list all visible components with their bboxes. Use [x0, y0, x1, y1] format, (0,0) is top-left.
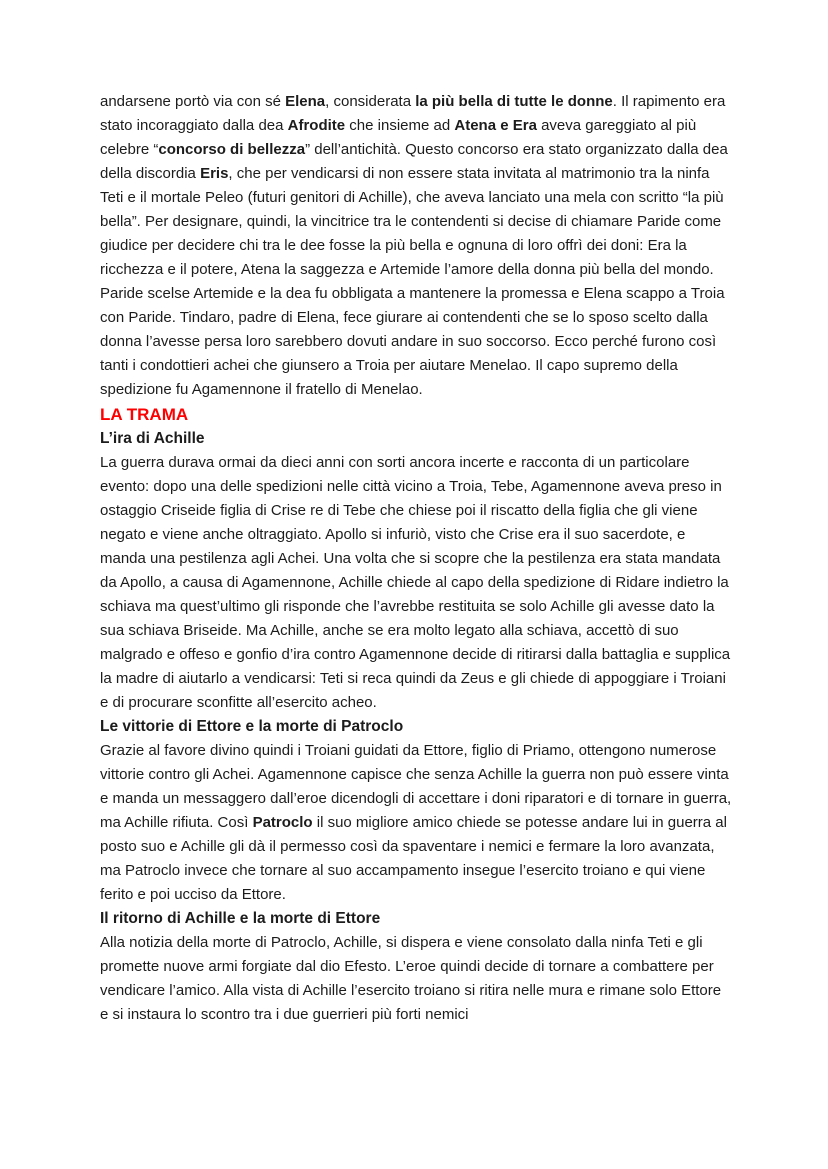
heading-la-trama	[100, 402, 732, 427]
text-run: , che per vendicarsi di non essere stata invitata al matrimonio tra la ninfa Teti e il mortale Peleo (futuri genitori di Achille), che aveva lanciato una mela con scritto “la più bella”. Per designare, quindi, la vincitrice tra le contendenti si decise di chiamare Paride come giudice per decidere chi tra le dee fosse la più bella e ognuna di loro offrì dei doni: Era la ricchezza e il potere, Atena la saggezza e Artemide l’amore della donna più bella del mondo. Paride scelse Artemide e la dea fu obbligata a mantenere la promessa e Elena scappo a Troia con Paride. Tindaro, padre di Elena, fece giurare ai contendenti che se lo sposo scelto dalla donna l’avesse persa loro sarebbero dovuti andare in suo soccorso. Ecco perché furono così tanti i condottieri achei che giunsero a Troia per aiutare Menelao. Il capo supremo della spedizione fu Agamennone il fratello di Menelao.	[100, 165, 729, 398]
text-run: il suo migliore amico chiede se potesse andare lui in guerra al posto suo e Achille gli dà il permesso così da spaventare i nemici e fermare la loro avanzata, ma Patroclo invece che tornare al suo accampamento insegue l’esercito troiano e qui viene ferito e poi ucciso da Ettore.	[100, 814, 732, 903]
bold-text-run: Eris	[200, 165, 229, 182]
text-run: ” dell’antichità. Questo concorso era stato organizzato dalla dea della discordia	[100, 141, 732, 182]
text-run: Alla notizia della morte di Patroclo, Achille, si dispera e viene consolato dalla ninfa Teti e gli promette nuove armi forgiate dal dio Efesto. L’eroe quindi decide di tornare a combattere per vendicare l’amico. Alla vista di Achille l’esercito troiano si ritira nelle mura e rimane solo Ettore e si instaura lo scontro tra i due guerrieri più forti nemici	[100, 934, 726, 1023]
text-run: aveva gareggiato al più celebre “	[100, 117, 701, 158]
bold-text-run: Elena	[285, 93, 326, 110]
document-content	[100, 90, 736, 1027]
paragraph-vittorie-ettore	[100, 739, 736, 907]
bold-text-run: la più bella di tutte le donne	[415, 93, 613, 110]
bold-text-run: Afrodite	[287, 117, 346, 134]
paragraph-ira-di-achille	[100, 451, 735, 715]
bold-text-run: Le vittorie di Ettore e la morte di Patroclo	[100, 718, 404, 735]
bold-text-run: concorso di bellezza	[158, 141, 306, 158]
heading-ira-di-achille	[100, 427, 732, 451]
bold-text-run: Atena e Era	[454, 117, 537, 134]
text-run: La guerra durava ormai da dieci anni con sorti ancora incerte e racconta di un particolare evento: dopo una delle spedizioni nelle città vicino a Troia, Tebe, Agamennone aveva preso in ostaggio Criseide figlia di Crise re di Tebe che chiese poi il riscatto della figlia che gli viene negato e viene anche oltraggiato. Apollo si infuriò, visto che Crise era il suo sacerdote, e manda una pestilenza agli Achei. Una volta che si scopre che la pestilenza era stata mandata da Apollo, a causa di Agamennone, Achille chiede al capo della spedizione di Ridare indietro la schiava ma quest’ultimo gli risponde che l’avrebbe restituita se solo Achille gli avesse dato la sua schiava Briseide. Ma Achille, anche se era molto legato alla schiava, accettò di suo malgrado e offeso e gonfio d’ira contro Agamennone decide di ritirarsi dalla battaglia e supplica la madre di aiutarlo a vendicarsi: Teti si reca quindi da Zeus e gli chiede di appoggiare i Troiani e di procurare sconfitte all’esercito acheo.	[100, 454, 735, 711]
heading-ritorno-achille-morte-ettore	[100, 907, 732, 931]
text-run: , considerata	[325, 93, 416, 110]
text-run: che insieme ad	[345, 117, 455, 134]
bold-text-run: LA TRAMA	[100, 405, 189, 424]
bold-text-run: Patroclo	[252, 814, 313, 831]
paragraph-ritorno-achille	[100, 931, 732, 1027]
text-run: . Il rapimento era stato incoraggiato dalla dea	[100, 93, 730, 134]
text-run: andarsene portò via con sé	[100, 93, 286, 110]
intro-paragraph	[100, 90, 732, 402]
bold-text-run: Il ritorno di Achille e la morte di Ettore	[100, 910, 381, 927]
text-run: Grazie al favore divino quindi i Troiani guidati da Ettore, figlio di Priamo, ottengono numerose vittorie contro gli Achei. Agamennone capisce che senza Achille la guerra non può essere vinta e manda un messaggero dall’eroe dicendogli di accettare i doni riparatori e di tornare in guerra, ma Achille rifiuta. Così	[100, 742, 736, 831]
bold-text-run: L’ira di Achille	[100, 430, 205, 447]
heading-vittorie-ettore-morte-patroclo	[100, 715, 732, 739]
